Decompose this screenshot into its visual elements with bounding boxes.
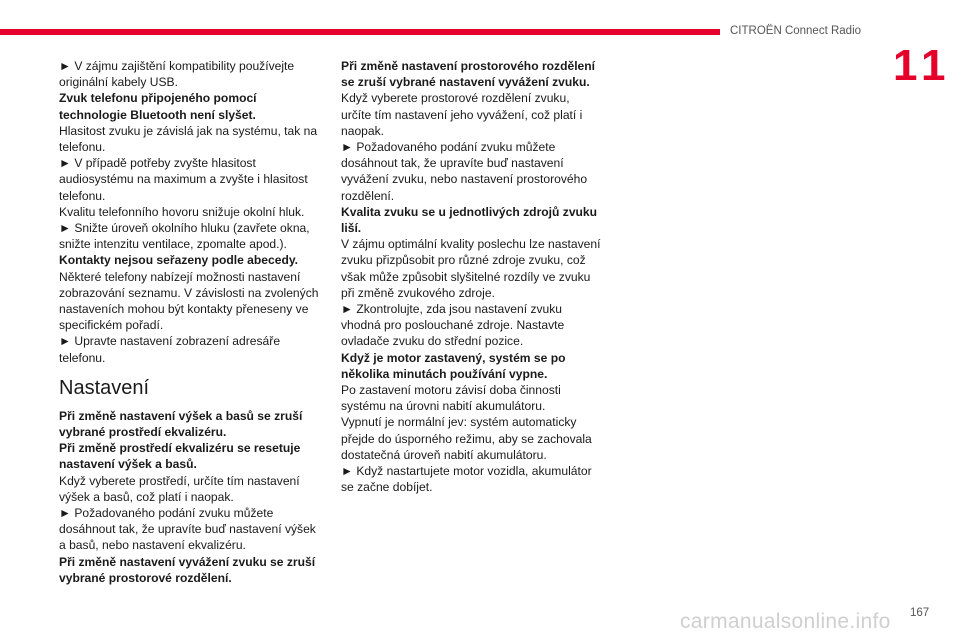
paragraph: Hlasitost zvuku je závislá jak na systému, tak na telefonu. [59,123,318,155]
section-heading: Nastavení [59,376,150,399]
paragraph: ► Požadovaného podání zvuku můžete dosáhnout tak, že upravíte buď nastavení vyvážení zvuku, nebo nastavení prostorového rozdělení. [341,140,588,203]
paragraph: V zájmu optimální kvality poslechu lze nastavení zvuku přizpůsobit pro různé zdroje zvuku, což však může způsobit slyšitelné rozdíly ve zvuku při změně zvukového zdroje. [341,237,601,300]
chapter-number: 11 [893,41,952,90]
paragraph: Po zastavení motoru závisí doba činnosti systému na úrovni nabití akumulátoru. [341,383,561,414]
paragraph: ► Když nastartujete motor vozidla, akumulátor se začne dobíjet. [341,464,592,495]
paragraph: Když vyberete prostředí, určíte tím nastavení výšek a basů, což platí i naopak. [59,473,300,504]
paragraph: ► Požadovaného podání zvuku můžete dosáhnout tak, že upravíte buď nastavení výšek a basů, nebo nastavení ekvalizéru. [59,506,316,553]
bold-paragraph: Při změně nastavení vyvážení zvuku se zruší vybrané prostorové rozdělení. [59,554,316,585]
bold-paragraph: Když je motor zastavený, systém se po několika minutách používání vypne. [341,350,566,381]
bold-paragraph: Kvalita zvuku se u jednotlivých zdrojů zvuku liší. [341,204,598,236]
paragraph: Vypnutí je normální jev: systém automaticky přejde do úsporného režimu, aby se zachovala dostatečná úroveň nabití akumulátoru. [341,415,592,462]
header-title: CITROËN Connect Radio [730,25,862,37]
bold-paragraph: Při změně prostředí ekvalizéru se resetuje nastavení výšek a basů. [59,441,301,472]
bold-paragraph: Zvuk telefonu připojeného pomocí technologie Bluetooth není slyšet. [59,91,257,122]
bold-paragraph: Při změně nastavení prostorového rozdělení se zruší vybrané nastavení vyvážení zvuku. [341,59,596,90]
page-number: 167 [910,607,930,619]
bold-paragraph: Kontakty nejsou seřazeny podle abecedy. [59,253,299,268]
paragraph: ► V případě potřeby zvyšte hlasitost audiosystému na maximum a zvyšte i hlasitost telefonu. [59,156,308,203]
top-accent-bar [0,29,720,35]
paragraph: Když vyberete prostorové rozdělení zvuku, určíte tím nastavení jeho vyvážení, což platí i naopak. [341,91,583,138]
paragraph: ► Upravte nastavení zobrazení adresáře telefonu. [59,334,281,365]
bold-paragraph: Při změně nastavení výšek a basů se zruší vybrané prostředí ekvalizéru. [59,408,303,440]
paragraph: Některé telefony nabízejí možnosti nastavení zobrazování seznamu. V závislosti na zvolených nastaveních mohou být kontakty přeneseny ve specifickém pořadí. [59,269,319,333]
left-column [59,58,321,586]
right-column [341,58,603,495]
watermark: carmanualsonline.info [680,610,891,633]
paragraph: Kvalitu telefonního hovoru snižuje okolní hluk. [59,204,305,219]
paragraph: ► Snižte úroveň okolního hluku (zavřete okna, snižte intenzitu ventilace, zpomalte apod.). [59,221,310,252]
paragraph: ► V zájmu zajištění kompatibility používejte originální kabely USB. [59,59,295,90]
paragraph: ► Zkontrolujte, zda jsou nastavení zvuku vhodná pro poslouchané zdroje. Nastavte ovladače zvuku do střední pozice. [341,302,565,349]
